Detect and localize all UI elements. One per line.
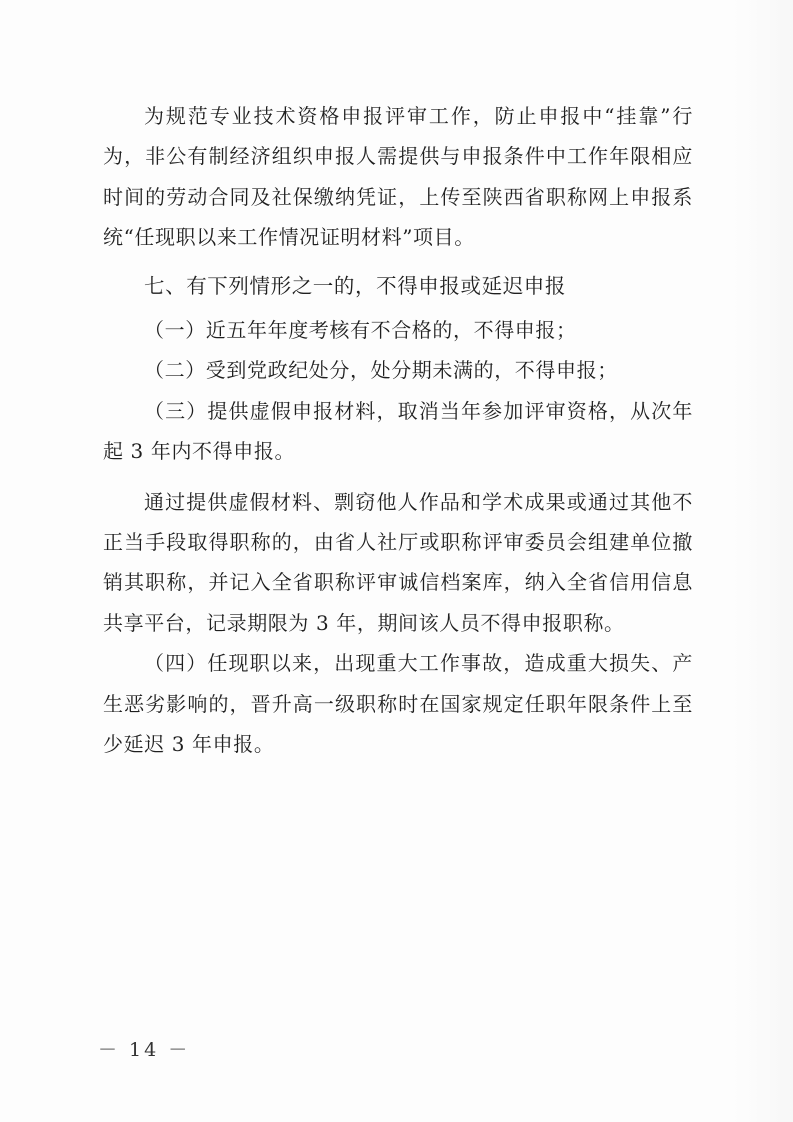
fraud-paragraph: 通过提供虚假材料、剽窃他人作品和学术成果或通过其他不正当手段取得职称的，由省人社厅或职称评审委员会组建单位撤销其职称，并记入全省职称评审诚信档案库，纳入全省信用信息共享平台，记录期限为 3 年，期间该人员不得申报职称。 xyxy=(103,489,693,635)
section-heading: 七、有下列情形之一的，不得申报或延迟申报 xyxy=(144,273,566,298)
paragraph-gap xyxy=(103,472,693,482)
list-item: （三）提供虚假申报材料，取消当年参加评审资格，从次年起 3 年内不得申报。 xyxy=(103,398,693,464)
list-item: （一）近五年年度考核有不合格的，不得申报； xyxy=(144,318,577,343)
list-item: （二）受到党政纪处分，处分期未满的，不得申报； xyxy=(144,358,618,383)
document-body xyxy=(103,96,693,765)
list-item: （四）任现职以来，出现重大工作事故，造成重大损失、产生恶劣影响的，晋升高一级职称时在国家规定任职年限条件上至少延迟 3 年申报。 xyxy=(103,651,693,757)
page-number: － 14 － xyxy=(98,1039,191,1061)
intro-paragraph: 为规范专业技术资格申报评审工作，防止申报中“挂靠”行为，非公有制经济组织申报人需提供与申报条件中工作年限相应时间的劳动合同及社保缴纳凭证，上传至陕西省职称网上申报系统“任现职以来工作情况证明材料”项目。 xyxy=(103,104,693,250)
scan-shading xyxy=(733,0,793,1122)
